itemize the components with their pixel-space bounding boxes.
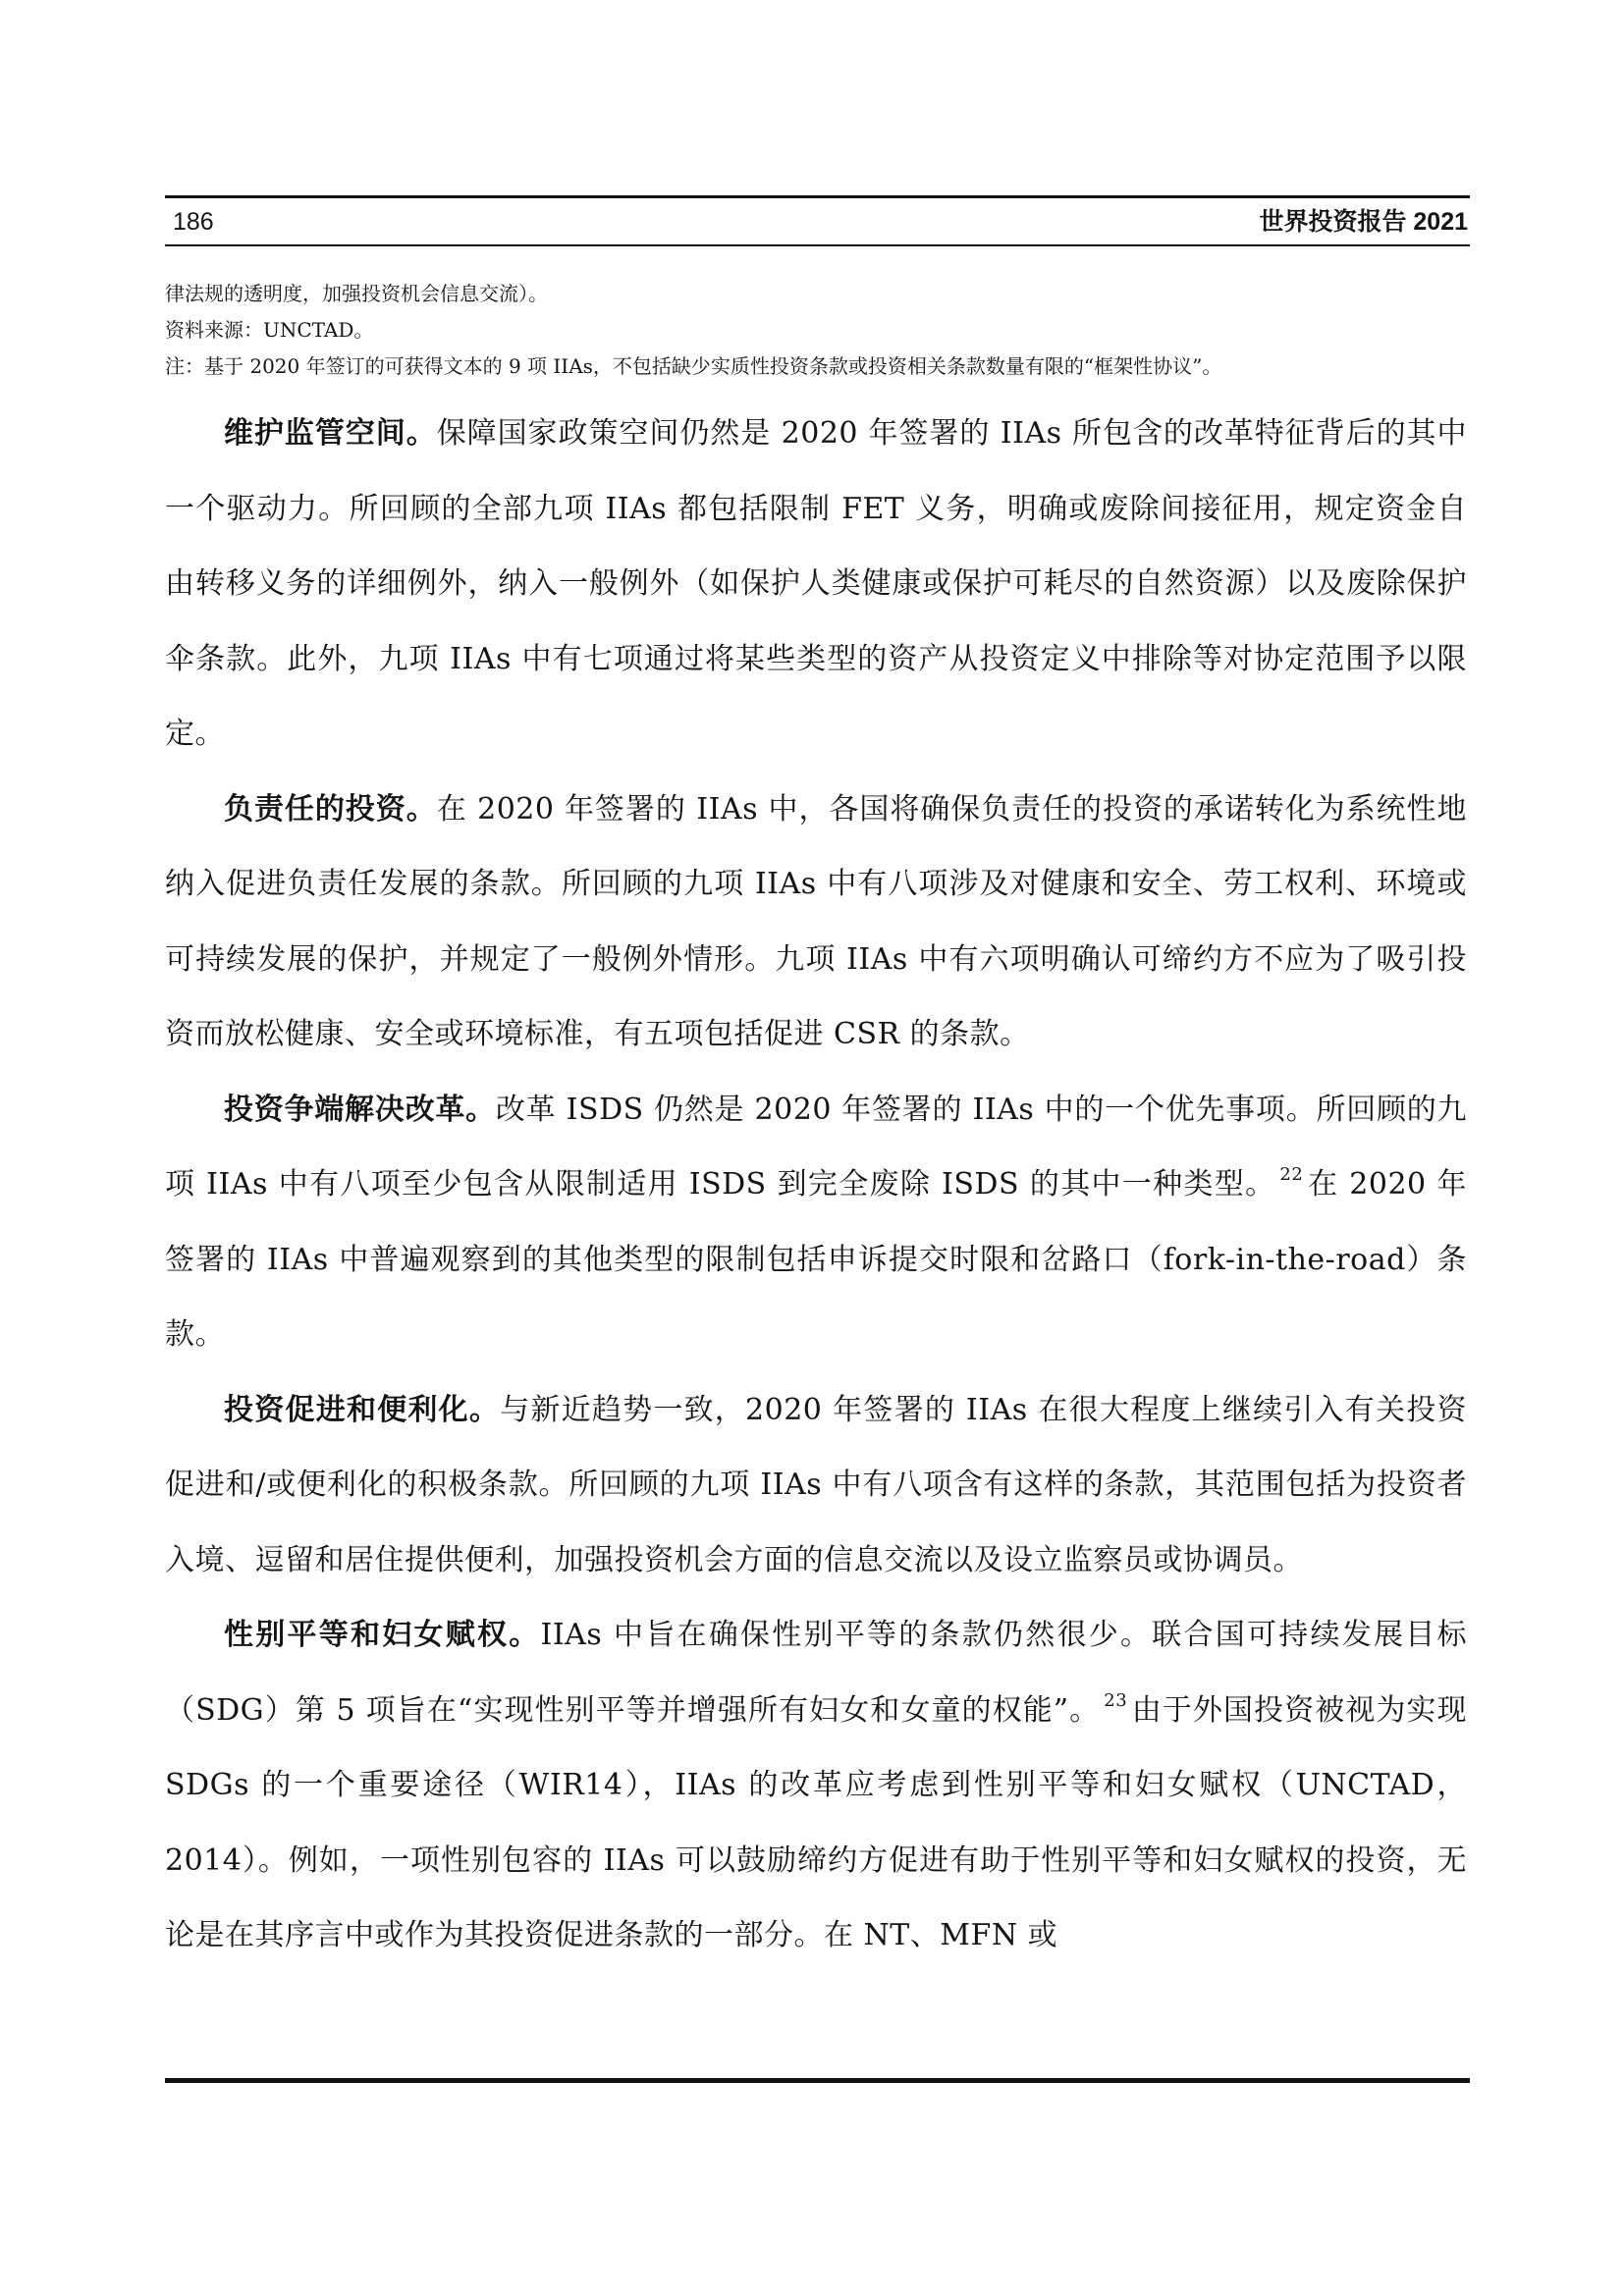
paragraph-heading: 性别平等和妇女赋权。 — [224, 1618, 541, 1652]
paragraph-heading: 投资促进和便利化。 — [224, 1392, 501, 1427]
footnote: 注：基于 2020 年签订的可获得文本的 9 项 IIAs，不包括缺少实质性投资条款或投资相关条款数量有限的“框架性协议”。 — [165, 354, 1222, 378]
box-continuation-text: 律法规的透明度，加强投资机会信息交流）。 — [165, 282, 548, 305]
paragraph-regulatory-space — [165, 397, 1467, 773]
main-text — [165, 397, 1467, 1974]
paragraph-body: 在 2020 年签署的 IIAs 中，各国将确保负责任的投资的承诺转化为系统性地纳入促进负责任发展的条款。所回顾的九项 IIAs 中有八项涉及对健康和安全、劳工权利、环境或可持续发展的保护，并规定了一般例外情形。九项 IIAs 中有六项明确认可缔约方不应为了吸引投资而放松健康、安全或环境标准，有五项包括促进 CSR 的条款。 — [165, 791, 1468, 1051]
paragraph-body: 改革 ISDS 仍然是 2020 年签署的 IIAs 中的一个优先事项。所回顾的九项 IIAs 中有八项至少包含从限制适用 ISDS 到完全废除 ISDS 的其中一种类型。 — [165, 1092, 1467, 1201]
header-bottom-rule — [165, 244, 1470, 246]
page-header — [165, 202, 1470, 241]
paragraph-body: IIAs 中旨在确保性别平等的条款仍然很少。联合国可持续发展目标（SDG）第 5 项旨在“实现性别平等并增强所有妇女和女童的权能”。 — [165, 1618, 1467, 1728]
page-number: 186 — [173, 208, 214, 236]
paragraph-responsible-investment — [165, 773, 1467, 1073]
paragraph-body-continued: 在 2020 年签署的 IIAs 中普遍观察到的其他类型的限制包括申诉提交时限和岔路口（fork-in-the-road）条款。 — [165, 1167, 1467, 1352]
source-note: 资料来源：UNCTAD。 — [165, 318, 374, 342]
footer-rule — [165, 2078, 1470, 2083]
paragraph-body: 与新近趋势一致，2020 年签署的 IIAs 在很大程度上继续引入有关投资促进和/或便利化的积极条款。所回顾的九项 IIAs 中有八项含有这样的条款，其范围包括为投资者入境、逗留和居住提供便利，加强投资机会方面的信息交流以及设立监察员或协调员。 — [165, 1392, 1468, 1577]
box-notes — [165, 276, 1470, 385]
paragraph-investment-facilitation — [165, 1373, 1467, 1599]
paragraph-body: 保障国家政策空间仍然是 2020 年签署的 IIAs 所包含的改革特征背后的其中一个驱动力。所回顾的全部九项 IIAs 都包括限制 FET 义务，明确或废除间接征用，规定资金自由转移义务的详细例外，纳入一般例外（如保护人类健康或保护可耗尽的自然资源）以及废除保护伞条款。此外，九项 IIAs 中有七项通过将某些类型的资产从投资定义中排除等对协定范围予以限定。 — [165, 416, 1468, 751]
paragraph-heading: 投资争端解决改革。 — [224, 1092, 496, 1127]
paragraph-isds-reform — [165, 1073, 1467, 1373]
footnote-ref-22[interactable]: 22 — [1279, 1164, 1304, 1185]
footnote-ref-23[interactable]: 23 — [1104, 1689, 1128, 1711]
running-title: 世界投资报告 2021 — [1259, 208, 1468, 236]
paragraph-heading: 维护监管空间。 — [224, 416, 437, 451]
paragraph-heading: 负责任的投资。 — [224, 791, 437, 827]
paragraph-body-continued: 由于外国投资被视为实现 SDGs 的一个重要途径（WIR14），IIAs 的改革应考虑到性别平等和妇女赋权（UNCTAD，2014）。例如，一项性别包容的 IIAs 可以鼓励缔约方促进有助于性别平等和妇女赋权的投资，无论是在其序言中或作为其投资促进条款的一部分。在 NT、MFN 或 — [165, 1692, 1468, 1952]
paragraph-gender-equality — [165, 1598, 1467, 1974]
header-top-rule — [165, 195, 1470, 198]
